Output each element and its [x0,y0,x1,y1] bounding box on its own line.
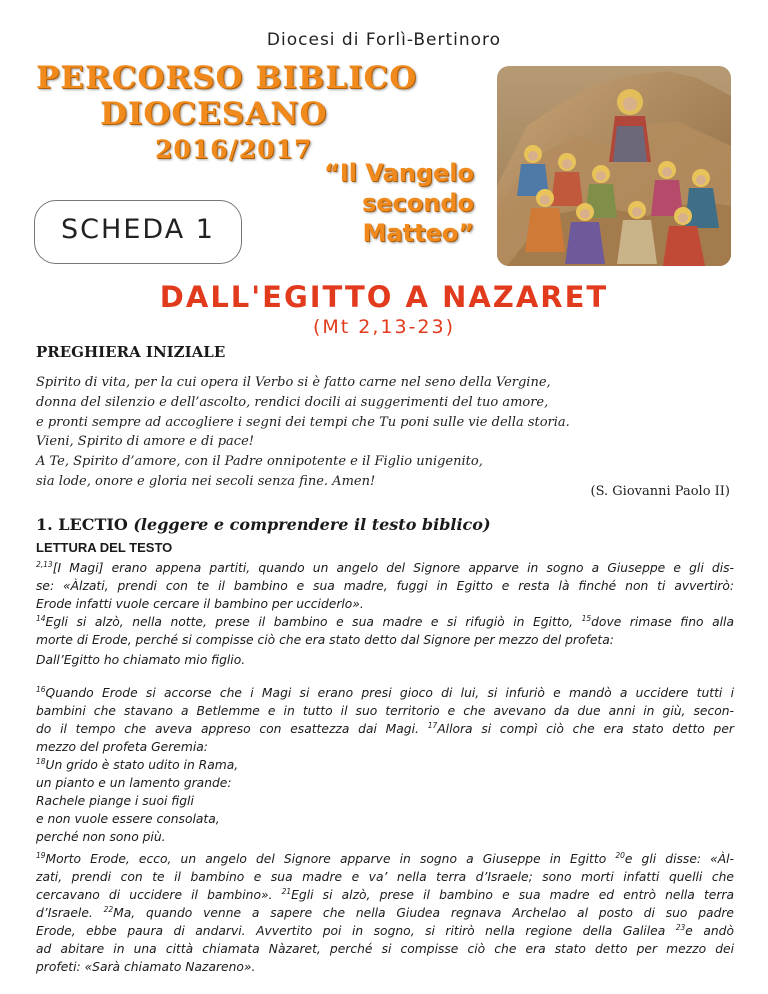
text-line: Egli si alzò, prese il bambino e sua madre ed entrò nella terra [291,888,734,902]
reading-paragraph-1 [36,559,734,669]
prayer-line: Spirito di vita, per la cui opera il Verbo si è fatto carne nel seno della Vergine, [36,375,551,390]
lesson-title: DALL'EGITTO A NAZARET [159,280,609,314]
prayer-line: Vieni, Spirito di amore e di pace! [36,434,255,450]
verse-number: 23 [675,923,686,932]
reading-paragraph-3 [36,850,734,976]
text-line: Morto Erode, ecco, un angelo del Signore apparve in sogno a Giuseppe in Egitto [45,852,616,866]
gospel-subtitle-line: Matteo” [362,219,474,247]
verse-number: 15 [581,614,592,623]
scheda-label: SCHEDA 1 [61,214,215,245]
verse-number: 22 [103,905,114,914]
prayer-line: donna del silenzio e dell’ascolto, rendici docili ai suggerimenti del tuo amore, [36,394,549,410]
text-line: Dall’Egitto ho chiamato mio figlio. [36,653,246,667]
gospel-subtitle-line: “Il Vangelo [324,159,474,187]
text-line: dove rimase fino alla [591,615,734,629]
diocese-name: Diocesi di Forlì-Bertinoro [266,30,502,50]
text-line: profeti: «Sarà chiamato Nazareno». [36,960,256,974]
text-line: zati, prendi con te il bambino e sua madre e va’ nella terra d’Israele; sono morti infatti quelli che [36,870,734,884]
title-line-1: PERCORSO BIBLICO [36,60,418,96]
title-year: 2016/2017 [155,135,313,164]
text-line: cercavano di uccidere il bambino». [36,888,282,902]
text-line: d’Israele. [36,906,104,920]
text-line: e non vuole essere consolata, [36,812,220,826]
text-line: se: «Àlzati, prendi con te il bambino e sua madre, fuggi in Egitto e resta là finché non ti avvertirò: [36,579,734,593]
text-line: e gli disse: «Àl- [624,852,734,866]
prayer-text [36,373,736,492]
gospel-subtitle-line: secondo [361,189,474,217]
lectio-heading-sub: (leggere e comprendere il testo biblico) [133,515,491,534]
text-line: Egli si alzò, nella notte, prese il bambino e sua madre e si rifugiò in Egitto, [45,615,582,629]
text-line: [I Magi] erano appena partiti, quando un angelo del Signore apparve in sogno a Giuseppe e gli dis- [52,561,734,575]
reading-heading: LETTURA DEL TESTO [36,540,173,555]
text-line: Rachele piange i suoi figli [36,794,194,808]
text-line: perché non sono più. [36,830,166,844]
verse-number: 2,13 [36,560,53,569]
verse-number: 17 [427,721,438,730]
prayer-heading: PREGHIERA INIZIALE [36,343,226,361]
verse-number: 16 [36,685,46,694]
text-line: Erode, ebbe paura di andarvi. Avvertito poi in sogno, si ritirò nella regione della Galilea [36,924,676,938]
text-line: bambini che stavano a Betlemme e in tutto il suo territorio e che avevano da due anni in giù, secon- [36,704,734,718]
prayer-line: e pronti sempre ad accogliere i segni dei tempi che Tu poni sulle vie della storia. [36,414,570,430]
text-line: do il tempo che aveva appreso con esattezza dai Magi. [36,722,428,736]
lectio-heading-main: 1. LECTIO [36,515,128,534]
verse-number: 19 [36,851,46,860]
verse-number: 20 [615,851,625,860]
text-line: Un grido è stato udito in Rama, [45,758,239,772]
title-line-2: DIOCESANO [100,96,328,132]
verse-number: 21 [281,887,292,896]
text-line: morte di Erode, perché si compisse ciò che era stato detto dal Signore per mezzo del profeta: [36,633,614,647]
text-line: Allora si compì ciò che era stato detto per [437,722,734,736]
verse-number: 18 [36,757,46,766]
gospel-subtitle [300,158,474,248]
prayer-line: A Te, Spirito d’amore, con il Padre onnipotente e il Figlio unigenito, [36,454,483,470]
text-line: ad abitare in una città chiamata Nàzaret, perché si compisse ciò che era stato detto per mezzo dei [36,942,734,956]
sermon-on-the-mount-painting [497,66,731,266]
prayer-attribution: (S. Giovanni Paolo II) [590,484,730,499]
reading-paragraph-2 [36,684,734,846]
text-line: e andò [685,924,734,938]
text-line: Erode infatti vuole cercare il bambino per ucciderlo». [36,597,364,611]
lesson-reference: (Mt 2,13-23) [312,316,456,338]
prayer-line: sia lode, onore e gloria nei secoli senza fine. Amen! [36,473,376,489]
text-line: Quando Erode si accorse che i Magi si erano presi gioco di lui, si infuriò e mandò a uccidere tutti i [45,686,734,700]
lectio-heading [36,515,491,534]
text-line: mezzo del profeta Geremia: [36,740,208,754]
text-line: un pianto e un lamento grande: [36,776,232,790]
verse-number: 14 [36,614,46,623]
text-line: Ma, quando venne a sapere che nella Giudea regnava Archelao al posto di suo padre [113,906,734,920]
